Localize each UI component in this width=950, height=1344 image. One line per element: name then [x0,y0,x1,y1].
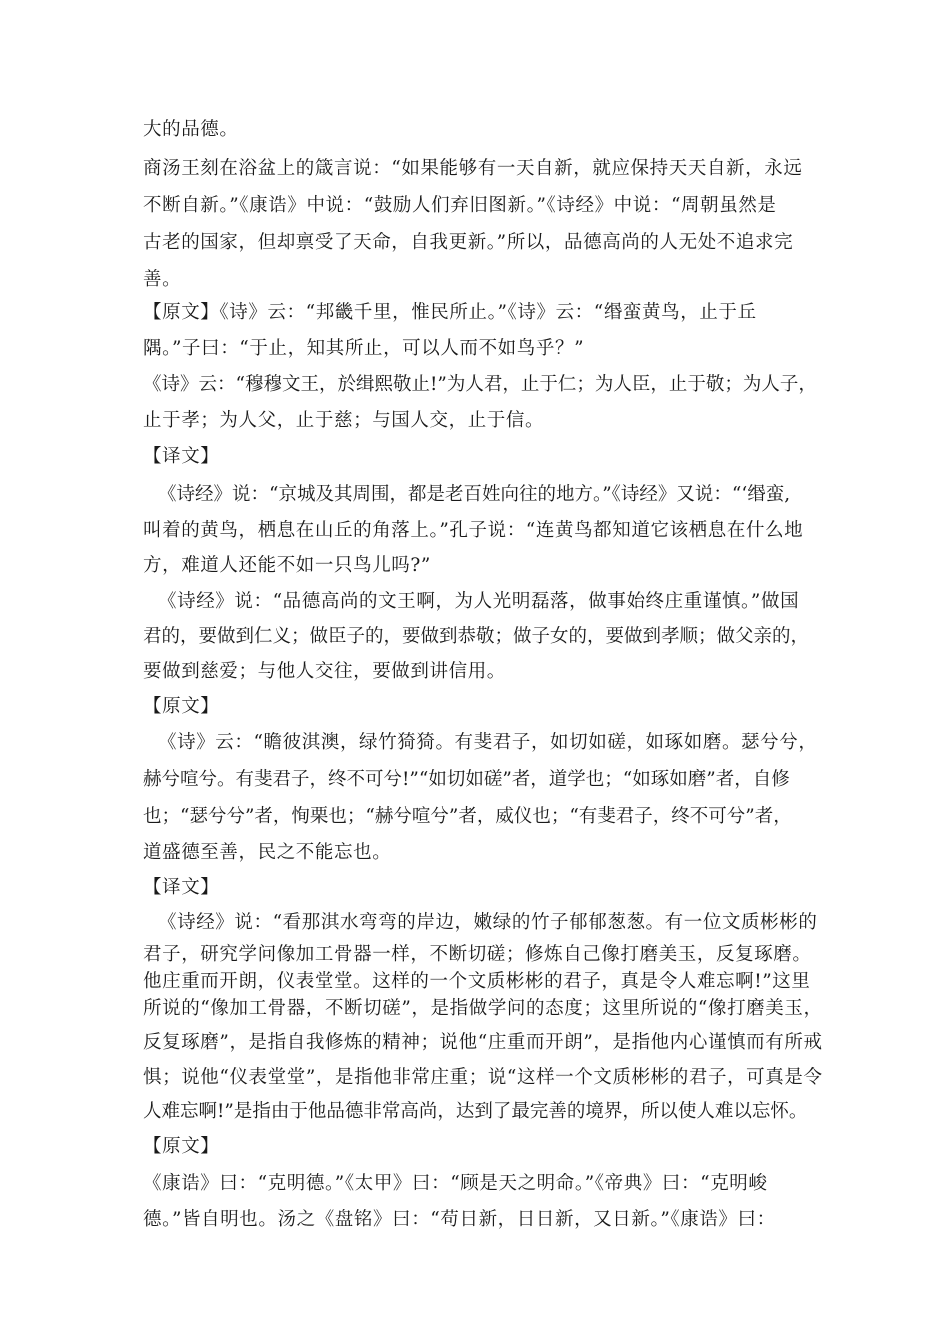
text-line: 叫着的黄鸟，栖息在山丘的角落上。”孔子说：“连黄鸟都知道它该栖息在什么地 [143,520,804,541]
text-line: 不断自新。”《康诰》中说：“鼓励人们弃旧图新。”《诗经》中说：“周朝虽然是 [143,195,777,216]
text-line: 《诗经》说：“品德高尚的文王啊，为人光明磊落，做事始终庄重谨慎。”做国 [158,591,800,612]
text-line: 《诗经》说：“看那淇水弯弯的岸边，嫩绿的竹子郁郁葱葱。有一位文质彬彬的 [158,912,818,933]
section-heading-original: 【原文】 [143,1136,220,1157]
section-heading-translation: 【译文】 [143,877,220,898]
text-line: 商汤王刻在浴盆上的箴言说：“如果能够有一天自新，就应保持天天自新，永远 [143,158,803,179]
section-heading-original: 【原文】《诗》云：“邦畿千里，惟民所止。”《诗》云：“缗蛮黄鸟，止于丘 [143,302,757,323]
text-line: 也；“瑟兮兮”者，恂栗也；“赫兮喧兮”者，威仪也；“有斐君子，终不可兮”者， [143,806,792,827]
text-line: 他庄重而开朗，仪表堂堂。这样的一个文质彬彬的君子，真是令人难忘啊!”这里 [143,971,811,992]
text-line: 人难忘啊!”是指由于他品德非常高尚，达到了最完善的境界，所以使人难以忘怀。 [143,1101,808,1122]
section-heading-original: 【原文】 [143,696,220,717]
text-line: 《康诰》曰：“克明德。”《太甲》曰：“顾是天之明命。”《帝典》曰：“克明峻 [143,1173,768,1194]
section-heading-translation: 【译文】 [143,446,220,467]
text-line: 德。”皆自明也。汤之《盘铭》曰：“苟日新，日日新，又日新。”《康诰》曰： [143,1209,776,1230]
text-line: 隅。”子曰：“于止，知其所止，可以人而不如鸟乎？” [143,338,585,359]
text-line: 反复琢磨”，是指自我修炼的精神；说他“庄重而开朗”，是指他内心谨慎而有所戒 [143,1032,823,1053]
text-line: 《诗》云：“穆穆文王，於缉熙敬止!”为人君，止于仁；为人臣，止于敬；为人子， [143,374,817,395]
text-line: 《诗经》说：“京城及其周围，都是老百姓向往的地方。”《诗经》又说：“‘缗蛮, [158,484,791,505]
text-line: 止于孝；为人父，止于慈；与国人交，止于信。 [143,410,545,431]
text-line: 要做到慈爱；与他人交往，要做到讲信用。 [143,661,506,682]
text-line: 《诗》云：“瞻彼淇澳，绿竹猗猗。有斐君子，如切如磋，如琢如磨。瑟兮兮， [158,732,818,753]
text-line: 大的品德。 [143,119,239,140]
text-line: 善。 [143,269,182,290]
text-line: 古老的国家，但却禀受了天命，自我更新。”所以，品德高尚的人无处不追求完 [143,232,794,253]
text-line: 所说的“像加工骨器，不断切磋”，是指做学问的态度；这里所说的“像打磨美玉， [143,998,823,1019]
text-line: 惧；说他“仪表堂堂”，是指他非常庄重；说“这样一个文质彬彬的君子，可真是令 [143,1067,823,1088]
text-line: 赫兮喧兮。有斐君子，终不可兮!”“如切如磋”者，道学也；“如琢如磨”者，自修 [143,769,790,790]
text-line: 君的，要做到仁义；做臣子的，要做到恭敬；做子女的，要做到孝顺；做父亲的， [143,626,810,647]
text-line: 道盛德至善，民之不能忘也。 [143,842,392,863]
text-line: 方，难道人还能不如一只鸟儿吗?” [143,555,431,576]
text-line: 君子，研究学问像加工骨器一样，不断切磋；修炼自己像打磨美玉，反复琢磨。 [143,944,812,965]
